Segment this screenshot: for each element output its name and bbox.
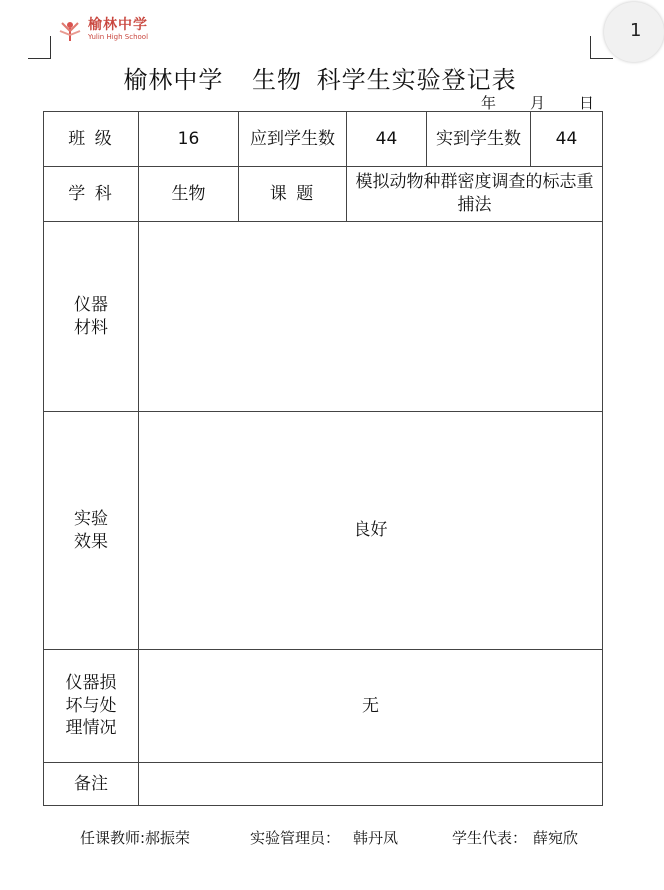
damage-value: 无 — [139, 650, 603, 763]
table-row — [44, 222, 603, 412]
actual-students-label: 实到学生数 — [427, 112, 531, 167]
title-form-name: 科学生实验登记表 — [316, 66, 517, 94]
title-subject: 生物 — [252, 66, 302, 94]
logo-mark-icon — [56, 15, 84, 43]
class-value: 16 — [139, 112, 239, 167]
form-title — [0, 60, 640, 95]
page-number-badge — [604, 2, 664, 62]
school-logo — [56, 12, 148, 46]
logo-text-en: Yulin High School — [88, 32, 149, 41]
registration-table — [43, 111, 603, 806]
topic-value: 模拟动物种群密度调查的标志重捕法 — [347, 167, 603, 222]
damage-label: 仪器损 坏与处 理情况 — [44, 650, 139, 763]
actual-students-value: 44 — [531, 112, 603, 167]
page-number: 1 — [630, 20, 642, 41]
date-year-label: 年 — [481, 94, 497, 112]
table-row — [44, 650, 603, 763]
table-row — [44, 112, 603, 167]
table-row — [44, 167, 603, 222]
class-label: 班 级 — [44, 112, 139, 167]
logo-text-cn: 榆林中学 — [88, 16, 148, 33]
effect-value: 良好 — [139, 412, 603, 650]
expected-students-label: 应到学生数 — [239, 112, 347, 167]
table-row — [44, 412, 603, 650]
title-school: 榆林中学 — [123, 66, 224, 94]
date-month-label: 月 — [530, 94, 546, 112]
lab-admin-name: 韩丹凤 — [353, 829, 399, 847]
teacher-signature: 任课教师:郝振荣 — [80, 829, 191, 847]
student-rep-name: 薛宛欣 — [533, 829, 579, 847]
subject-value: 生物 — [139, 167, 239, 222]
materials-label: 仪器 材料 — [44, 222, 139, 412]
notes-value — [139, 763, 603, 806]
table-row — [44, 763, 603, 806]
topic-label: 课 题 — [239, 167, 347, 222]
expected-students-value: 44 — [347, 112, 427, 167]
crop-mark-top-left — [28, 36, 51, 59]
student-rep-label: 学生代表： — [452, 829, 528, 847]
date-day-label: 日 — [579, 94, 595, 112]
lab-admin-label: 实验管理员： — [250, 829, 341, 847]
materials-value — [139, 222, 603, 412]
notes-label: 备注 — [44, 763, 139, 806]
effect-label: 实验 效果 — [44, 412, 139, 650]
subject-label: 学 科 — [44, 167, 139, 222]
